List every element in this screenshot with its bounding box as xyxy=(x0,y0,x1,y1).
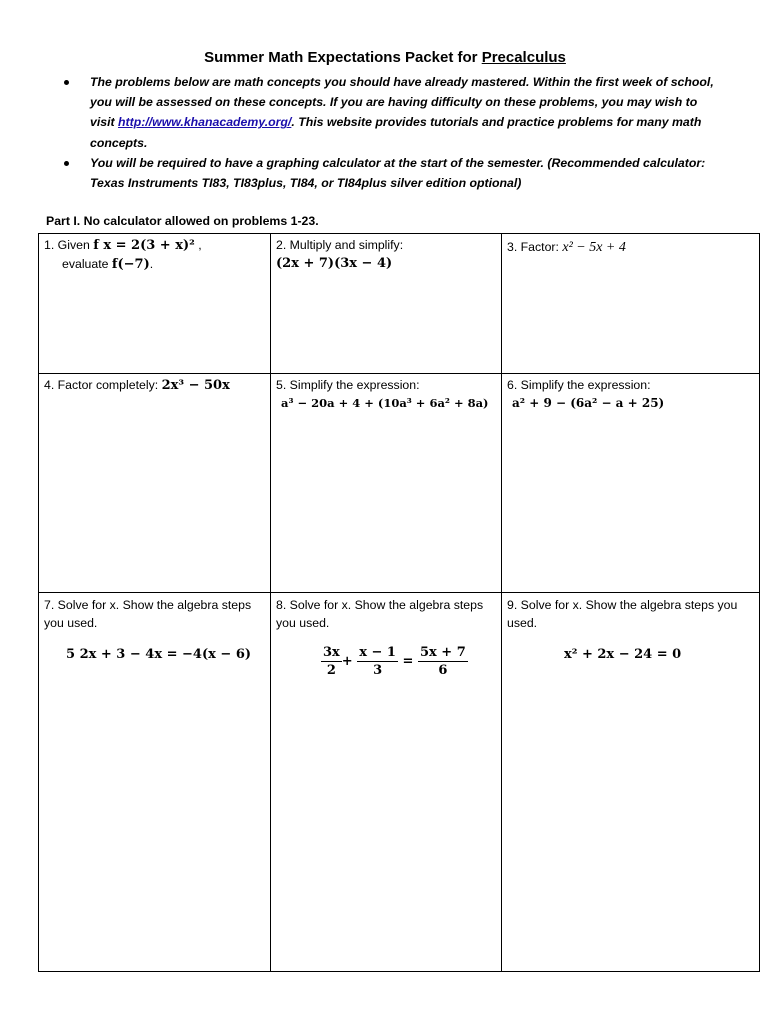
problem-expression: (2x + 7)(3x − 4) xyxy=(276,256,393,271)
title-prefix: Summer Math Expectations Packet for xyxy=(204,49,482,66)
bullet-icon xyxy=(64,80,69,85)
problem-label: 1. Given xyxy=(44,238,94,252)
fraction xyxy=(357,644,398,679)
page-title xyxy=(0,49,770,66)
fraction-numerator: x − 1 xyxy=(359,645,396,660)
fraction-denominator: 6 xyxy=(438,663,448,678)
problem-label: 9. Solve for x. Show the algebra steps you used. xyxy=(507,598,738,630)
problem-4 xyxy=(39,374,270,397)
problem-label: 4. Factor completely: xyxy=(44,378,162,392)
problem-label: 5. Simplify the expression: xyxy=(276,378,420,392)
instruction-item xyxy=(62,153,722,193)
title-course: Precalculus xyxy=(481,49,566,66)
problem-1 xyxy=(39,234,270,276)
problem-expression: a³ − 20a + 4 + (10a³ + 6a² + 8a) xyxy=(281,396,489,410)
problem-2 xyxy=(271,234,501,275)
problem-expression: x² − 5x + 4 xyxy=(562,240,626,255)
calculator-instruction: You will be required to have a graphing calculator at the start of the semester. (Recommended calculator: Texas Instruments TI83, TI83plus, TI84, or TI84plus silver edition optional) xyxy=(90,155,706,191)
fraction-numerator: 5x + 7 xyxy=(419,645,466,660)
punctuation: , xyxy=(194,238,202,252)
instruction-text-end: . This website provides tutorials and practice problems for many math concepts. xyxy=(90,115,702,150)
fraction-denominator: 3 xyxy=(373,663,383,678)
problem-7-equation: 5 2x + 3 − 4x = −4(x − 6) xyxy=(66,647,252,662)
fraction-numerator: 3x xyxy=(323,645,340,660)
problem-label: 6. Simplify the expression: xyxy=(507,378,651,392)
problem-expression: a² + 9 − (6a² − a + 25) xyxy=(512,396,665,410)
instruction-text: The problems below are math concepts you should have already mastered. Within the first week of school, you will be assessed on these concepts. If you are having difficulty on these problems, you may wish to visit xyxy=(90,75,714,130)
problem-grid xyxy=(38,233,760,972)
problem-label: 7. Solve for x. Show the algebra steps you used. xyxy=(44,598,252,630)
problem-label: 2. Multiply and simplify: xyxy=(276,238,404,252)
problem-expression: 2x³ − 50x xyxy=(161,378,230,393)
problem-5 xyxy=(271,374,501,414)
problem-expression: f x = 2(3 + x)² xyxy=(93,238,195,253)
problem-6 xyxy=(502,374,760,414)
problem-label: evaluate xyxy=(62,257,112,271)
part-heading: Part I. No calculator allowed on problems 1-23. xyxy=(46,214,319,228)
khan-academy-link[interactable]: http://www.khanacademy.org/ xyxy=(118,115,292,130)
problem-label: 8. Solve for x. Show the algebra steps you used. xyxy=(276,598,484,630)
problem-9-equation: x² + 2x − 24 = 0 xyxy=(564,647,682,662)
instruction-item xyxy=(62,72,722,153)
problem-7 xyxy=(39,594,270,634)
problem-9 xyxy=(502,594,760,634)
problem-8-equation xyxy=(321,644,468,679)
fraction-denominator: 2 xyxy=(326,663,336,678)
punctuation: . xyxy=(149,257,154,271)
operator: = xyxy=(402,654,414,669)
problem-label: 3. Factor: xyxy=(507,240,563,254)
grid-divider xyxy=(39,592,759,593)
problem-expression: f(−7) xyxy=(111,257,150,272)
instructions-list xyxy=(62,72,722,193)
problem-3 xyxy=(502,236,760,259)
operator: + xyxy=(341,654,353,669)
fraction xyxy=(321,644,342,679)
problem-8 xyxy=(271,594,501,634)
fraction xyxy=(418,644,468,679)
bullet-icon xyxy=(64,161,69,166)
